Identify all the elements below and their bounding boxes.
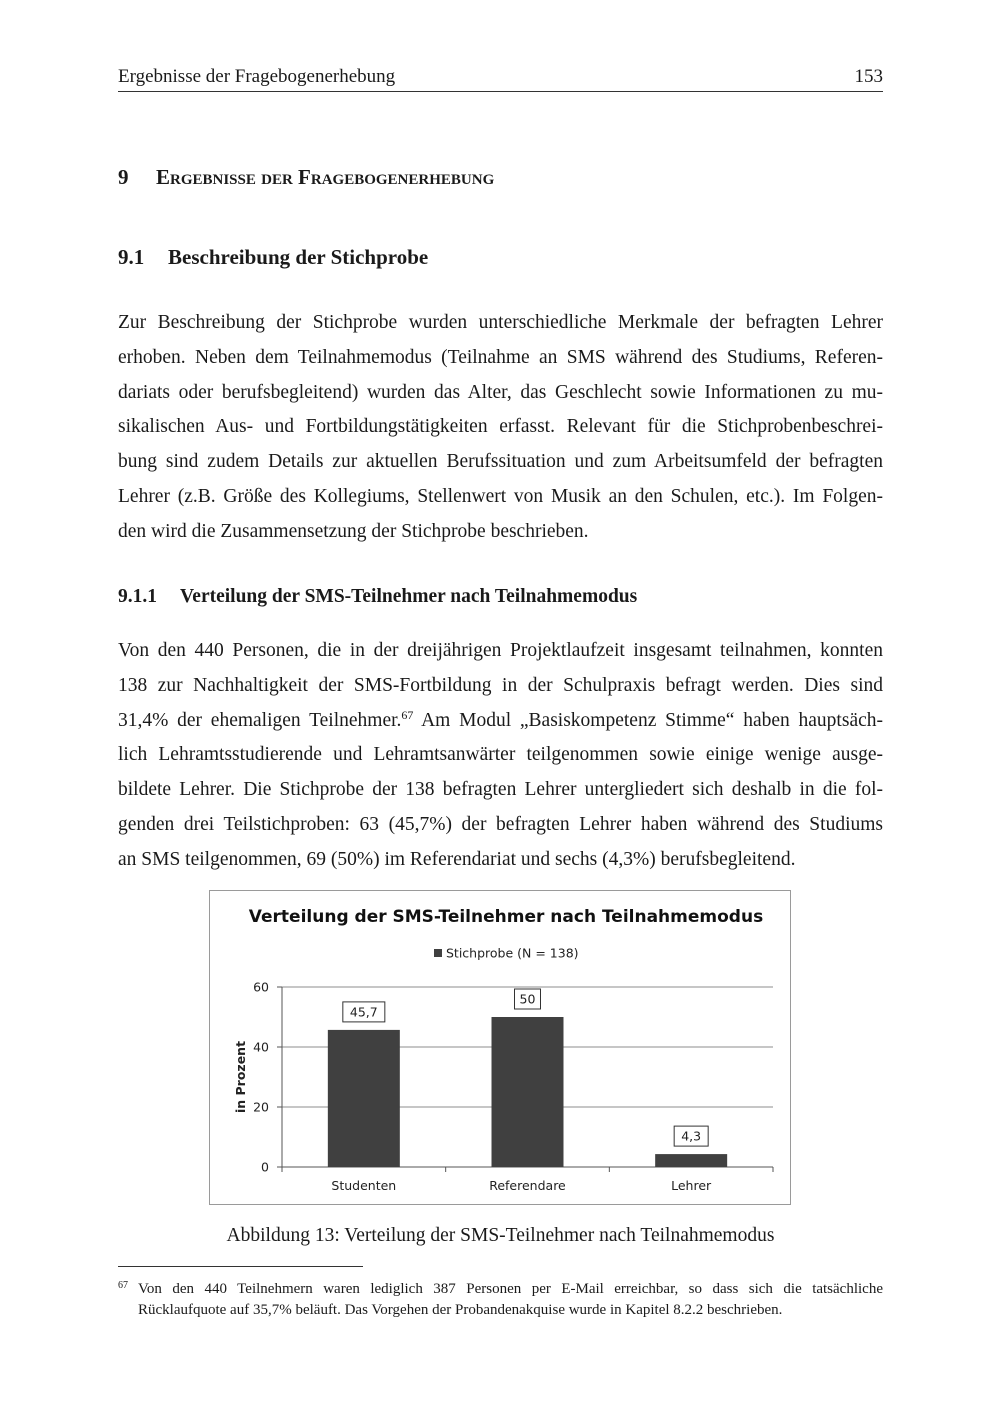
data-label-text: 45,7	[349, 1004, 378, 1020]
subsection-heading	[118, 240, 428, 274]
paragraph-sample-description	[118, 306, 883, 550]
y-axis-label: in Prozent	[233, 1040, 248, 1114]
data-label	[515, 989, 541, 1009]
y-tick-label: 20	[253, 1099, 269, 1115]
section-title: Ergebnisse der Fragebogenerhebung	[156, 165, 495, 189]
footnote-reference[interactable]: 67	[401, 707, 414, 722]
chart-svg	[210, 891, 790, 1204]
text-line: sikalischen Aus- und Fortbildungstätigkeiten erfasst. Relevant für die Stichprobenbeschrei-	[118, 416, 883, 438]
section-heading	[118, 160, 494, 194]
bar-lehrer	[655, 1154, 727, 1167]
footnote-separator	[118, 1266, 363, 1267]
subsubsection-number: 9.1.1	[118, 586, 157, 607]
text-line: genden drei Teilstichproben: 63 (45,7%) der befragten Lehrer haben während des Studiums	[118, 813, 883, 835]
data-label-text: 4,3	[681, 1128, 702, 1144]
text-segment: 31,4% der ehemaligen Teilnehmer.	[118, 709, 402, 731]
figure-caption: Abbildung 13: Verteilung der SMS-Teilnehmer nach Teilnahmemodus	[226, 1225, 775, 1246]
text-line: Lehrer (z.B. Größe des Kollegiums, Stellenwert von Musik an den Schulen, etc.). Im Folgen-	[118, 485, 883, 507]
text-line: Von den 440 Personen, die in der dreijährigen Projektlaufzeit insgesamt teilnahmen, konnten	[118, 640, 883, 661]
paragraph-participation-mode	[118, 634, 883, 878]
text-line: an SMS teilgenommen, 69 (50%) im Referendariat und sechs (4,3%) berufsbegleitend.	[118, 848, 796, 870]
bar-referendare	[492, 1017, 564, 1167]
text-line: dariats oder berufsbegleitend) wurden das Alter, das Geschlecht sowie Informationen zu mu-	[118, 381, 883, 403]
subsubsection-heading	[118, 581, 637, 613]
x-tick-label: Referendare	[489, 1178, 566, 1193]
bars	[328, 1017, 727, 1167]
text-line: bildete Lehrer. Die Stichprobe der 138 befragten Lehrer untergliedert sich deshalb in die fol-	[118, 779, 883, 801]
legend-label: Stichprobe (N = 138)	[446, 945, 579, 961]
text-line: erhoben. Neben dem Teilnahmemodus (Teilnahme an SMS während des Studiums, Referen-	[118, 346, 883, 368]
text-line: 138 zur Nachhaltigkeit der SMS-Fortbildung in der Schulpraxis befragt werden. Dies sind	[118, 674, 883, 696]
footnote-marker: 67	[118, 1280, 128, 1291]
footnote-line: Rücklaufquote auf 35,7% beläuft. Das Vorgehen der Probandenakquise wurde in Kapitel 8.2.2 beschrieben.	[138, 1302, 783, 1318]
text-line: den wird die Zusammensetzung der Stichprobe beschrieben.	[118, 520, 589, 542]
chart-title: Verteilung der SMS-Teilnehmer nach Teilnahmemodus	[248, 907, 764, 927]
bar-studenten	[328, 1030, 400, 1167]
text-segment: Am Modul „Basiskompetenz Stimme“ haben hauptsäch-	[413, 709, 883, 731]
section-number: 9	[118, 165, 129, 189]
text-line-with-footnote	[118, 704, 883, 739]
y-tick-label: 60	[253, 979, 269, 995]
y-tick-label: 40	[253, 1039, 269, 1055]
text-line: bung sind zudem Details zur aktuellen Berufssituation und zum Arbeitsumfeld der befragten	[118, 451, 883, 473]
text-line: Zur Beschreibung der Stichprobe wurden unterschiedliche Merkmale der befragten Lehrer	[118, 312, 883, 333]
page-number: 153	[854, 66, 883, 87]
x-tick-label: Lehrer	[671, 1178, 712, 1193]
running-header	[118, 62, 883, 92]
y-tick-label: 0	[261, 1159, 269, 1175]
text-line: lich Lehramtsstudierende und Lehramtsanwärter teilgenommen sowie einige wenige ausge-	[118, 744, 883, 766]
subsection-number: 9.1	[118, 245, 145, 269]
data-label	[343, 1002, 385, 1022]
chart-legend	[434, 946, 579, 961]
bar-chart	[209, 890, 791, 1205]
legend-swatch	[434, 949, 442, 957]
running-header-title: Ergebnisse der Fragebogenerhebung	[118, 66, 396, 87]
footnote-text	[138, 1279, 883, 1321]
footnote-line: Von den 440 Teilnehmern waren lediglich 387 Personen per E-Mail erreichbar, so dass sich die tatsächliche	[138, 1281, 883, 1297]
data-label-text: 50	[519, 991, 536, 1007]
x-tick-label: Studenten	[331, 1178, 397, 1193]
subsection-title: Beschreibung der Stichprobe	[168, 245, 429, 269]
data-label	[674, 1126, 708, 1146]
subsubsection-title: Verteilung der SMS-Teilnehmer nach Teilnahmemodus	[180, 586, 638, 607]
